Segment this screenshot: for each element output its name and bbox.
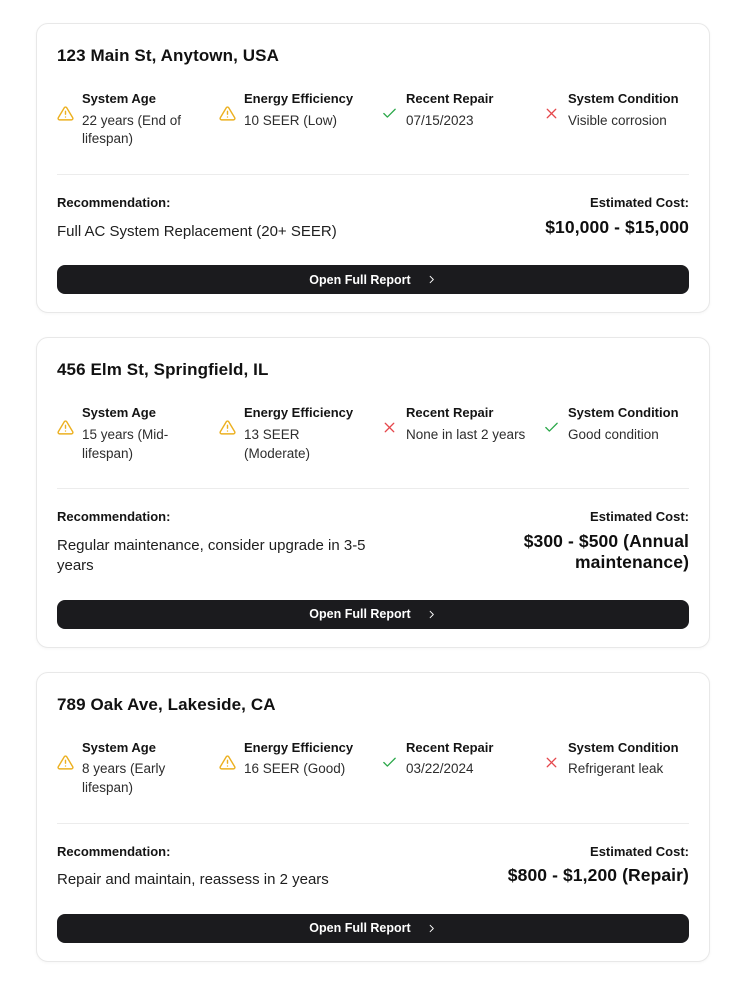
metric-value: 16 SEER (Good) [244,761,346,777]
metric-label: Energy Efficiency [244,91,354,106]
open-full-report-button[interactable] [57,265,689,294]
metric-label: Energy Efficiency [244,405,354,421]
metric-value: 8 years (Early lifespan) [82,761,166,795]
metric-value: Refrigerant leak [568,761,664,777]
report-button-label: Open Full Report [309,607,411,622]
chevron-right-icon [426,274,437,285]
metric-system-age [57,739,203,803]
estimated-cost-label: Estimated Cost: [590,509,689,525]
metric-energy-efficiency [219,739,365,803]
property-address: 789 Oak Ave, Lakeside, CA [57,694,276,714]
metric-recent-repair [381,404,527,468]
card-divider [57,174,689,175]
warning-triangle-icon [57,754,74,771]
metric-label: System Condition [568,739,679,755]
recommendation-label: Recommendation: [57,195,171,210]
warning-triangle-icon [57,105,74,122]
estimated-cost-value: $10,000 - $15,000 [545,216,689,237]
recommendation-text: Full AC System Replacement (20+ SEER) [57,222,337,240]
warning-triangle-icon [57,419,74,436]
report-button-label: Open Full Report [309,921,411,936]
metric-value: 13 SEER (Moderate) [244,426,311,461]
estimated-cost-block [405,509,689,573]
estimated-cost-block [508,844,689,887]
x-icon [543,754,560,771]
metric-system-condition [543,739,689,803]
property-card-789-oak-ave [36,672,710,962]
metric-value: 07/15/2023 [406,112,474,128]
metric-system-condition [543,90,689,154]
recommendation-block [57,195,337,242]
property-card-456-elm-st [36,337,710,647]
property-address: 123 Main St, Anytown, USA [57,46,279,65]
metric-label: System Age [82,739,156,755]
metric-energy-efficiency [219,404,365,468]
warning-triangle-icon [219,105,236,122]
recommendation-block [57,509,405,576]
metric-value: 22 years (End of lifespan) [82,112,182,147]
warning-triangle-icon [219,419,236,436]
metric-recent-repair [381,90,527,154]
warning-triangle-icon [219,754,236,771]
property-card-123-main-st [36,23,710,313]
metric-system-age [57,404,203,468]
estimated-cost-value: $300 - $500 (Annual maintenance) [523,531,689,573]
metric-value: Visible corrosion [568,112,667,128]
check-icon [543,419,560,436]
metric-label: Energy Efficiency [244,739,354,755]
metric-label: Recent Repair [406,739,494,755]
recommendation-block [57,844,329,891]
x-icon [381,419,398,436]
estimated-cost-label: Estimated Cost: [590,843,689,859]
summary-row [57,509,689,576]
metrics-row [57,404,689,468]
chevron-right-icon [426,923,437,934]
check-icon [381,105,398,122]
metric-value: 15 years (Mid-lifespan) [82,426,169,461]
estimated-cost-label: Estimated Cost: [590,195,689,210]
metric-system-condition [543,404,689,468]
report-button-label: Open Full Report [309,272,411,287]
recommendation-text: Repair and maintain, reassess in 2 years [57,871,329,889]
metric-value: 10 SEER (Low) [244,112,338,128]
recommendation-label: Recommendation: [57,509,171,525]
metric-label: Recent Repair [406,405,494,421]
card-divider [57,823,689,824]
estimated-cost-value: $800 - $1,200 (Repair) [507,865,689,886]
summary-row [57,844,689,891]
metric-value: Good condition [568,426,659,442]
metric-system-age [57,90,203,154]
chevron-right-icon [426,609,437,620]
metric-label: System Condition [568,91,679,106]
metrics-row [57,739,689,803]
metric-energy-efficiency [219,90,365,154]
metric-label: System Age [82,405,156,421]
recommendation-text: Regular maintenance, consider upgrade in 3-5 years [57,537,366,575]
open-full-report-button[interactable] [57,914,689,943]
recommendation-label: Recommendation: [57,843,171,859]
metric-value: 03/22/2024 [406,761,474,777]
metrics-row [57,90,689,154]
open-full-report-button[interactable] [57,600,689,629]
metric-label: System Age [82,91,156,106]
check-icon [381,754,398,771]
metric-value: None in last 2 years [406,426,526,442]
metric-label: Recent Repair [406,91,494,106]
property-address: 456 Elm St, Springfield, IL [57,360,269,380]
metric-label: System Condition [568,405,679,421]
x-icon [543,105,560,122]
card-divider [57,488,689,489]
estimated-cost-block [545,195,689,238]
summary-row [57,195,689,242]
metric-recent-repair [381,739,527,803]
